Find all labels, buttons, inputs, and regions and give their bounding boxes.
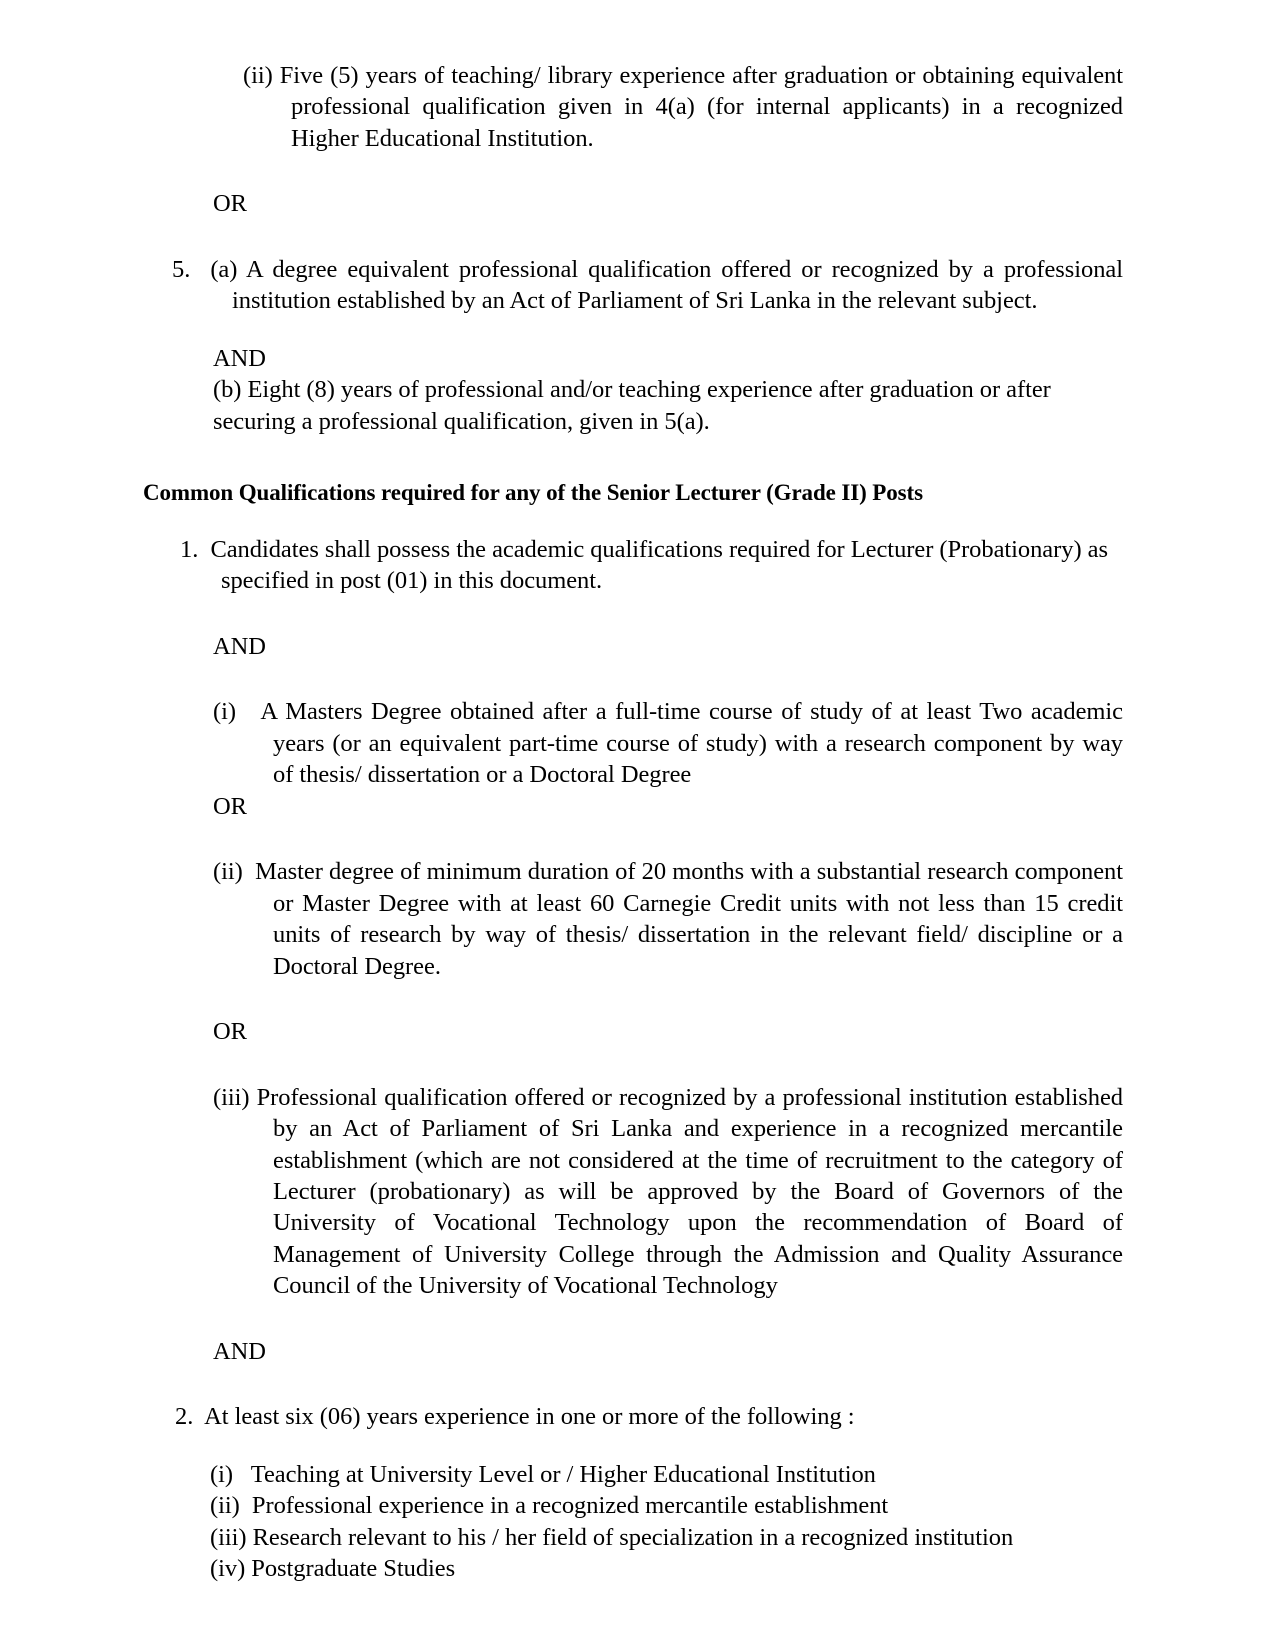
spacer xyxy=(143,1048,1123,1082)
experience-list xyxy=(210,1459,1123,1585)
list-item-marker: (ii) xyxy=(210,1492,240,1520)
common-iii-spacer xyxy=(250,1084,257,1111)
paragraph-common-2-text: At least six (06) years experience in one or more of the following : xyxy=(204,1403,855,1431)
spacer xyxy=(143,1302,1123,1336)
list-item xyxy=(210,1490,1123,1521)
common-iii-marker: (iii) xyxy=(213,1083,250,1111)
list-item xyxy=(210,1553,1123,1584)
list-item-line xyxy=(210,1459,1123,1490)
item5-spacer xyxy=(190,256,210,283)
connector-and-3: AND xyxy=(213,1337,266,1365)
section-heading: Common Qualifications required for any of the Senior Lecturer (Grade II) Posts xyxy=(143,480,923,506)
connector-and-2: AND xyxy=(213,632,266,660)
spacer xyxy=(143,437,1123,479)
list-item-line xyxy=(210,1522,1123,1553)
common-2-marker: 2. xyxy=(175,1403,194,1431)
common-2-spacer xyxy=(193,1403,204,1430)
item5-marker: 5. xyxy=(172,255,191,283)
connector-or-1: OR xyxy=(213,190,247,218)
connector-or-2: OR xyxy=(213,792,247,820)
spacer xyxy=(143,1367,1123,1401)
spacer xyxy=(143,508,1123,534)
common-i-marker: (i) xyxy=(213,698,236,726)
common-1-marker: 1. xyxy=(180,535,199,563)
list-item-line xyxy=(210,1553,1123,1584)
paragraph-common-2 xyxy=(175,1401,1123,1432)
list-item-line xyxy=(210,1490,1123,1521)
spacer xyxy=(143,662,1123,696)
spacer xyxy=(143,154,1123,188)
paragraph-common-iii-text: Professional qualification offered or recognized by a professional institution established by an Act of Parliament of Sri Lanka and experience in a recognized mercantile establishment (which are not considered at the time of recruitment to the category of Lecturer (probationary) as will be approved by the Board of Governors of the University of Vocational Technology upon the recommendation of Board of Management of University College through the Admission and Quality Assurance Council of the University of Vocational Technology xyxy=(256,1083,1123,1300)
paragraph-common-iii-line xyxy=(213,1082,1123,1302)
paragraph-common-ii-line xyxy=(213,856,1123,982)
paragraph-item5-b: (b) Eight (8) years of professional and/or teaching experience after graduation or after securing a professional qualification, given in 5(a). xyxy=(213,376,1051,435)
paragraph-common-iii xyxy=(213,1082,1123,1302)
common-1-spacer xyxy=(198,536,210,563)
connector-and-1: AND xyxy=(213,344,266,372)
common-ii-spacer xyxy=(243,858,255,885)
paragraph-common-1-text: Candidates shall possess the academic qualifications required for Lecturer (Probationary) as specified in post (01) in this document. xyxy=(210,535,1108,595)
paragraph-item5-a-text: (a) A degree equivalent professional qualification offered or recognized by a professional institution established by an Act of Parliament of Sri Lanka in the relevant subject. xyxy=(210,255,1123,315)
list-item-spacer xyxy=(233,1461,251,1488)
paragraph-common-1 xyxy=(180,534,1123,597)
list-item-marker: (iii) xyxy=(210,1523,247,1551)
paragraph-common-1-line xyxy=(180,534,1123,597)
spacer xyxy=(143,822,1123,856)
list-item-spacer xyxy=(240,1492,252,1519)
common-ii-marker: (ii) xyxy=(213,858,243,886)
spacer xyxy=(143,982,1123,1016)
common-i-spacer xyxy=(236,698,260,725)
paragraph-common-ii xyxy=(213,856,1123,982)
paragraph-common-2-line xyxy=(175,1401,1123,1432)
list-item-label: Teaching at University Level or / Higher Educational Institution xyxy=(250,1460,876,1488)
list-item-marker: (i) xyxy=(210,1460,233,1488)
spacer xyxy=(143,597,1123,631)
list-item-label: Professional experience in a recognized mercantile establishment xyxy=(251,1492,889,1520)
paragraph-common-i-text: A Masters Degree obtained after a full-time course of study of at least Two academic years (or an equivalent part-time course of study) with a research component by way of thesis/ dissertation or a Doctoral Degree xyxy=(260,698,1123,789)
paragraph-item5-a xyxy=(172,254,1123,317)
paragraph-item5-a-line xyxy=(172,254,1123,317)
paragraph-item4-ii-text: (ii) Five (5) years of teaching/ library experience after graduation or obtaining equivalent professional qualification given in 4(a) (for internal applicants) in a recognized Higher Educational Institution. xyxy=(243,62,1123,152)
paragraph-common-ii-text: Master degree of minimum duration of 20 months with a substantial research component or Master Degree with at least 60 Carnegie Credit units with not less than 15 credit units of research by way of thesis/ dissertation in the relevant field/ discipline or a Doctoral Degree. xyxy=(255,858,1123,980)
list-item xyxy=(210,1522,1123,1553)
spacer xyxy=(143,220,1123,254)
list-item-marker: (iv) xyxy=(210,1555,246,1583)
paragraph-common-i xyxy=(213,696,1123,790)
spacer xyxy=(143,317,1123,343)
connector-or-3: OR xyxy=(213,1018,247,1046)
list-item-label: Postgraduate Studies xyxy=(251,1555,456,1583)
list-item xyxy=(210,1459,1123,1490)
spacer xyxy=(143,1433,1123,1459)
list-item-label: Research relevant to his / her field of specialization in a recognized institution xyxy=(252,1523,1014,1551)
paragraph-item4-ii xyxy=(243,60,1123,154)
paragraph-common-i-line xyxy=(213,696,1123,790)
